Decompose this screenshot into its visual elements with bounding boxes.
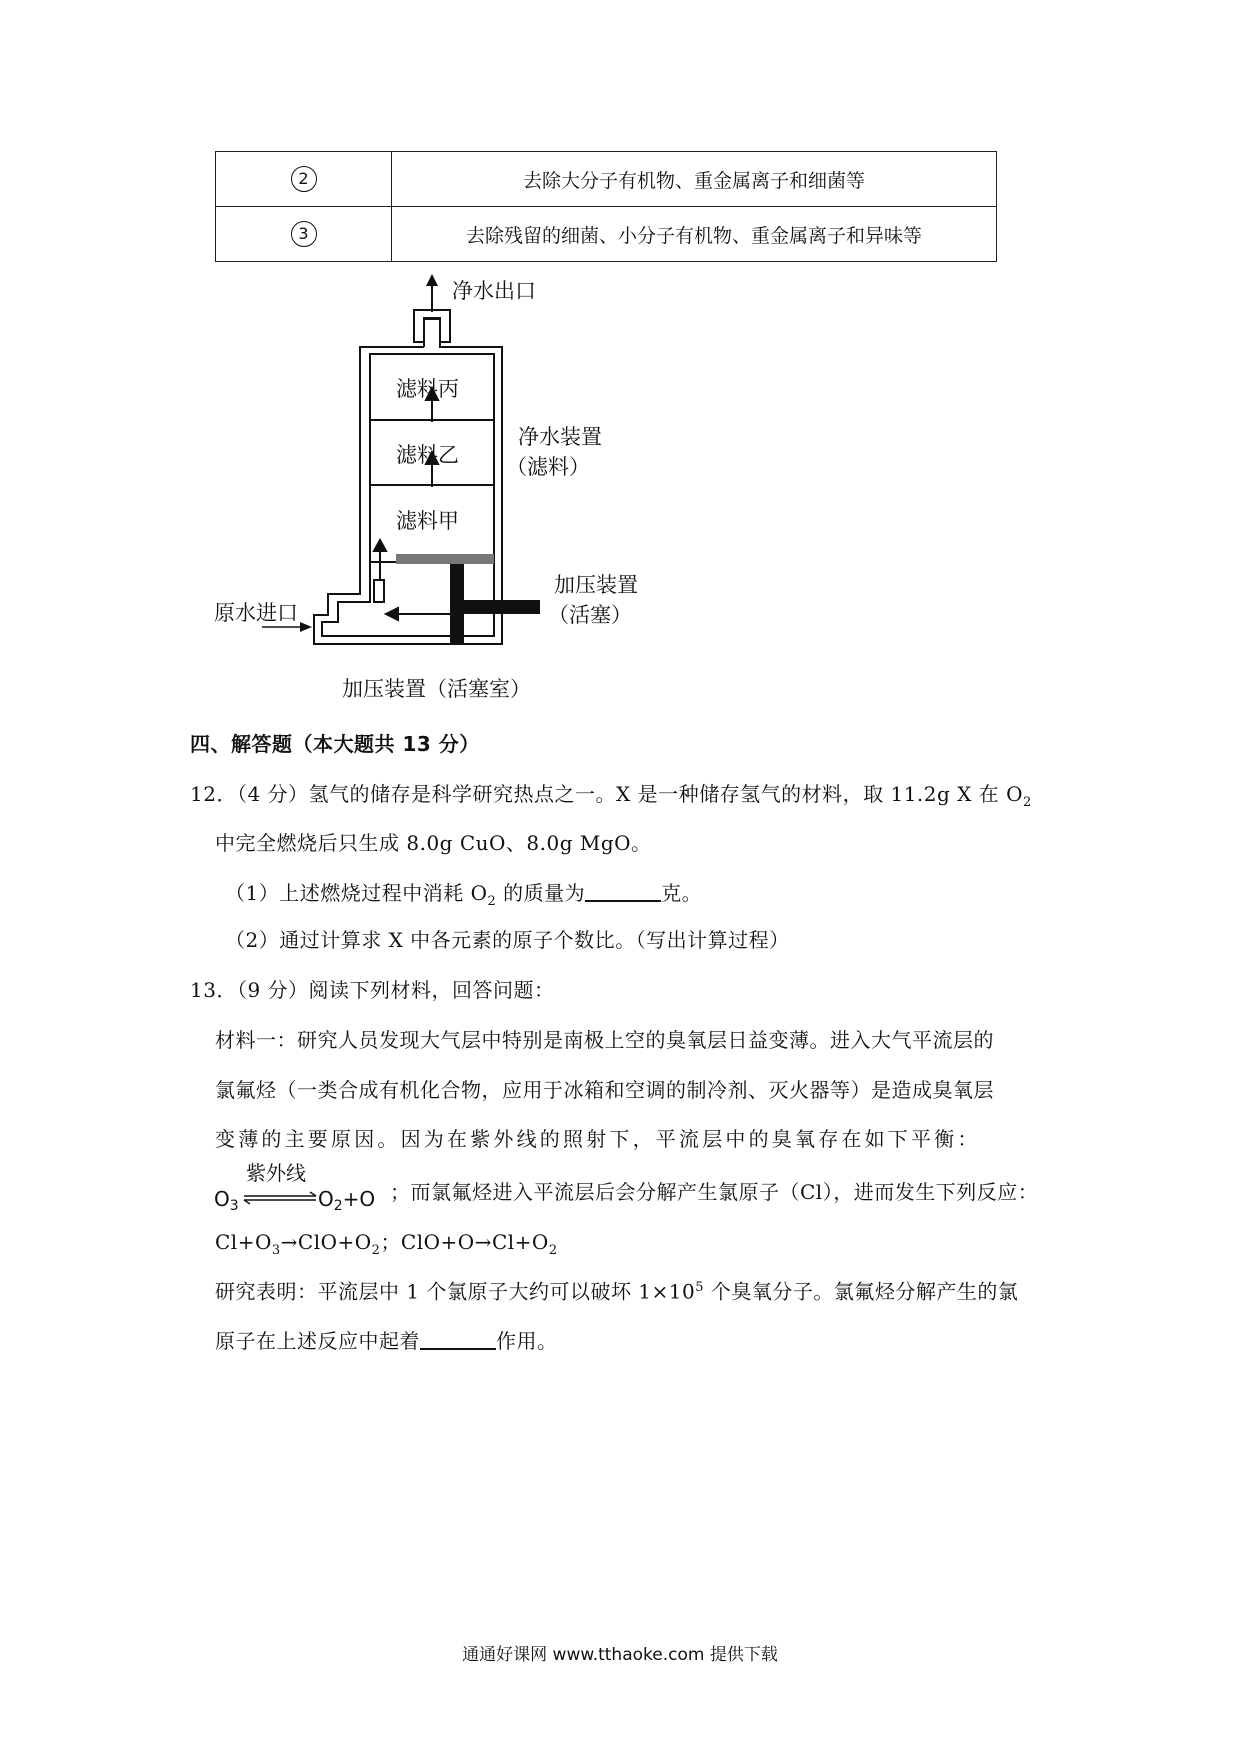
label-filter-a: 滤料甲 bbox=[396, 509, 459, 533]
label-chamber: 加压装置（活塞室） bbox=[342, 677, 531, 701]
row-text-cell: 去除残留的细菌、小分子有机物、重金属离子和异味等 bbox=[392, 207, 997, 262]
equation-left: $O_3$ bbox=[214, 1187, 239, 1212]
q13-material-line4: ；而氯氟烃进入平流层后会分解产生氯原子（Cl），进而发生下列反应： bbox=[390, 1180, 1039, 1204]
q13-study-line2: 原子在上述反应中起着 作用。 bbox=[215, 1329, 558, 1353]
equation-condition: 紫外线 bbox=[246, 1162, 306, 1185]
ozone-equilibrium bbox=[214, 1162, 394, 1212]
table-row bbox=[216, 207, 997, 262]
circled-number: 3 bbox=[291, 221, 317, 247]
answer-blank[interactable] bbox=[420, 1330, 496, 1350]
label-filter-b: 滤料乙 bbox=[396, 443, 459, 467]
q13-material-line3: 变薄的主要原因。因为在紫外线的照射下，平流层中的臭氧存在如下平衡： bbox=[215, 1127, 981, 1151]
table-row bbox=[216, 152, 997, 207]
label-press-sub: （活塞） bbox=[548, 603, 632, 627]
filter-table bbox=[215, 151, 997, 262]
answer-blank[interactable] bbox=[585, 882, 661, 902]
label-inlet: 原水进口 bbox=[214, 601, 298, 625]
water-purifier-diagram bbox=[200, 272, 760, 714]
section-heading: 四、解答题（本大题共 13 分） bbox=[190, 732, 480, 756]
row-number-cell bbox=[216, 207, 392, 262]
label-device-sub: （滤料） bbox=[506, 455, 590, 479]
q12-part2: （2）通过计算求 X 中各元素的原子个数比。（写出计算过程） bbox=[225, 928, 790, 952]
q12-line2: 中完全燃烧后只生成 8.0g CuO、8.0g MgO。 bbox=[215, 831, 652, 855]
label-device: 净水装置 bbox=[518, 425, 602, 449]
page-footer: 通通好课网 www.tthaoke.com 提供下载 bbox=[462, 1645, 778, 1665]
q12-line1: 12．（4 分）氢气的储存是科学研究热点之一。X 是一种储存氢气的材料，取 11.2g X 在 $O_2$ bbox=[190, 782, 1032, 810]
q13-material-line2: 氯氟烃（一类合成有机化合物，应用于冰箱和空调的制冷剂、灭火器等）是造成臭氧层 bbox=[215, 1078, 994, 1102]
label-press: 加压装置 bbox=[554, 573, 638, 597]
outer-wall bbox=[314, 319, 502, 644]
equation-right: $O_2+O$ bbox=[318, 1187, 376, 1212]
label-filter-c: 滤料丙 bbox=[396, 377, 459, 401]
q13-heading: 13．（9 分）阅读下列材料，回答问题： bbox=[190, 978, 555, 1002]
circled-number: 2 bbox=[291, 166, 317, 192]
q13-reactions: $Cl+O_3\to ClO+O_2$；$ClO+O\to Cl+O_2$ bbox=[215, 1230, 558, 1258]
row-number-cell bbox=[216, 152, 392, 207]
row-text-cell: 去除大分子有机物、重金属离子和细菌等 bbox=[392, 152, 997, 207]
q12-part1: （1）上述燃烧过程中消耗 $O_2$ 的质量为 克。 bbox=[225, 881, 703, 909]
q13-study-line1: 研究表明：平流层中 1 个氯原子大约可以破坏 $1\times 10^5$ 个臭氧分子。氯氟烃分解产生的氯 bbox=[215, 1279, 1019, 1304]
q13-material-line1: 材料一：研究人员发现大气层中特别是南极上空的臭氧层日益变薄。进入大气平流层的 bbox=[215, 1028, 994, 1052]
label-outlet: 净水出口 bbox=[452, 279, 536, 303]
